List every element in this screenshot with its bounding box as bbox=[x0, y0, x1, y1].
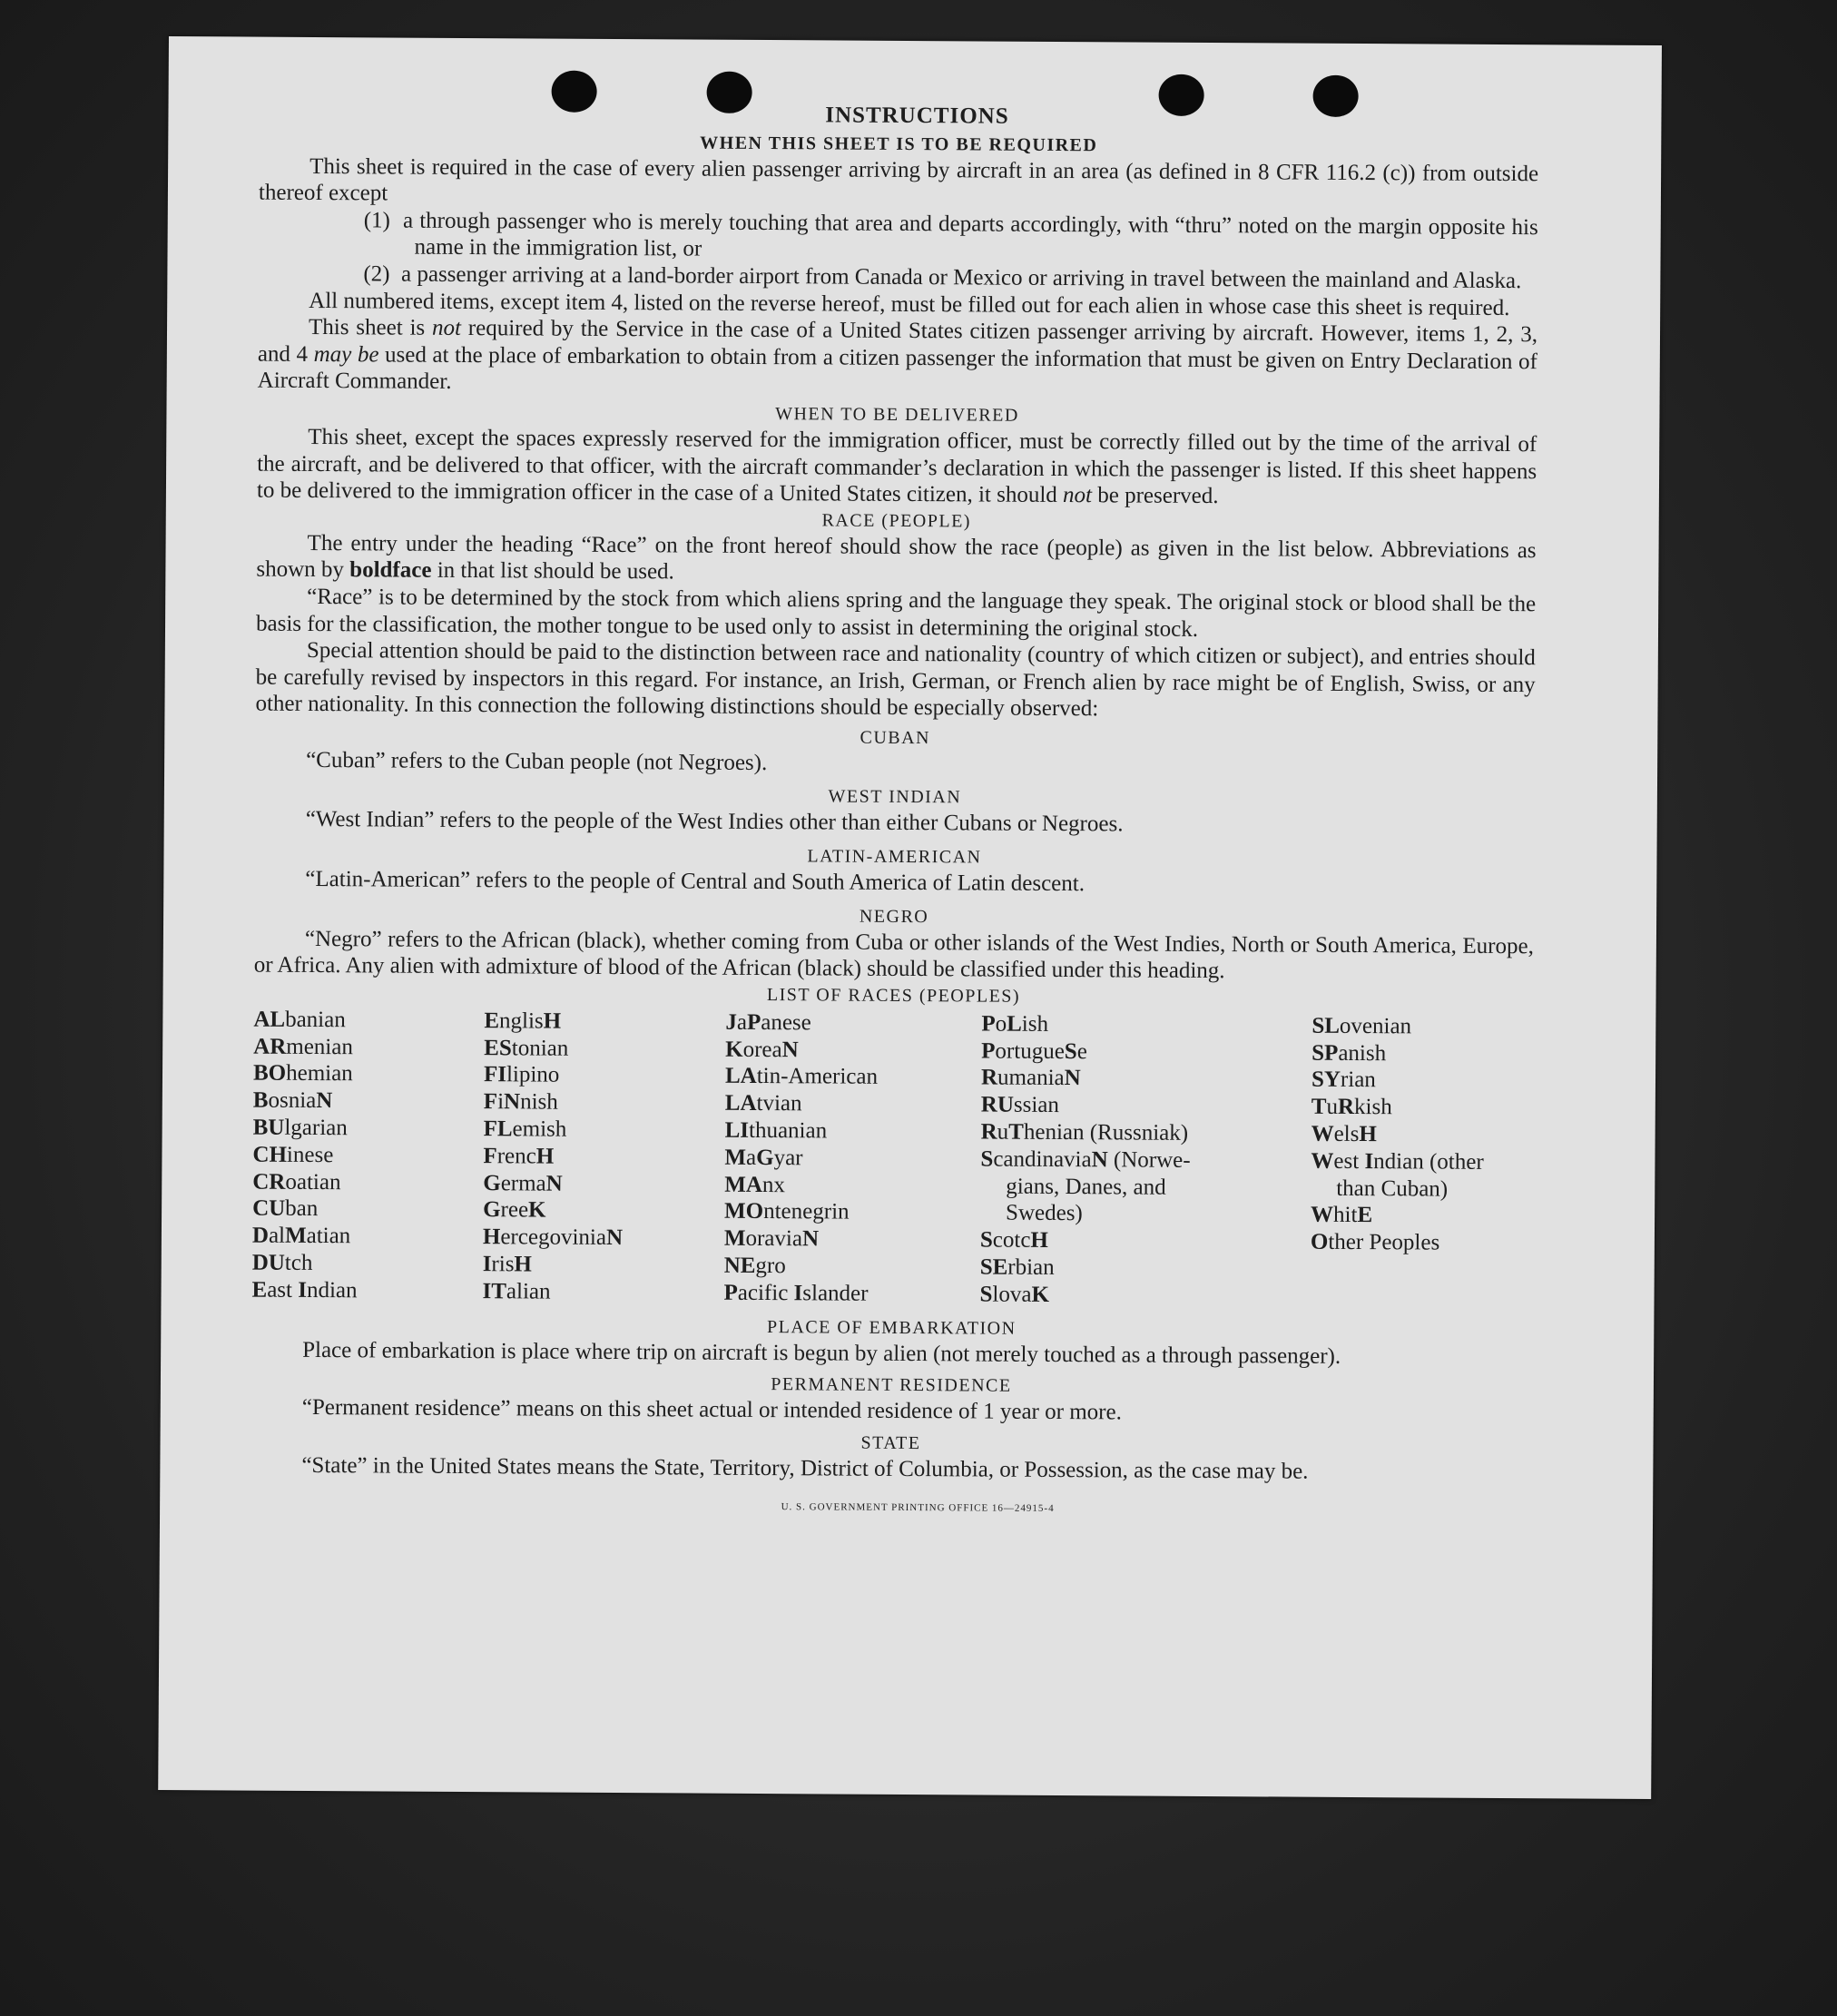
race-entry bbox=[253, 1060, 484, 1088]
race-entry bbox=[252, 1168, 483, 1196]
race-abbreviation: H bbox=[543, 1008, 562, 1034]
race-entry bbox=[252, 1141, 483, 1169]
race-text: nglis bbox=[498, 1008, 544, 1034]
race-column bbox=[251, 1006, 484, 1304]
race-text: al bbox=[268, 1223, 286, 1249]
race-entry bbox=[1311, 1094, 1547, 1122]
race-entry bbox=[484, 1008, 725, 1036]
race-abbreviation: K bbox=[528, 1197, 546, 1223]
race-abbreviation: R bbox=[980, 1065, 998, 1091]
race-text: rbian bbox=[1007, 1254, 1055, 1281]
paragraph bbox=[257, 424, 1537, 512]
race-text: menian bbox=[286, 1034, 353, 1059]
race-abbreviation: N bbox=[545, 1171, 563, 1196]
race-abbreviation: L bbox=[1007, 1011, 1022, 1037]
race-text: ortugue bbox=[995, 1038, 1065, 1064]
race-abbreviation: S bbox=[979, 1282, 993, 1307]
race-entry bbox=[252, 1250, 483, 1278]
race-entry bbox=[724, 1198, 980, 1227]
race-entry bbox=[1311, 1067, 1547, 1095]
race-abbreviation: NE bbox=[723, 1253, 756, 1278]
race-column bbox=[723, 1009, 981, 1308]
race-text: cotc bbox=[992, 1227, 1031, 1254]
item-text: a passenger arriving at a land-border airport from Canada or Mexico or arriving in travel between the mainland and Alaska. bbox=[400, 261, 1522, 294]
paragraph: “Latin-American” refers to the people of Central and South America of Latin descent. bbox=[305, 866, 1086, 897]
race-entry bbox=[981, 1065, 1311, 1094]
race-list bbox=[251, 1006, 1533, 1311]
race-abbreviation: P bbox=[981, 1038, 996, 1064]
race-text: than Cuban) bbox=[1336, 1175, 1449, 1202]
document-sheet bbox=[158, 36, 1662, 1799]
heading-negro: NEGRO bbox=[859, 906, 929, 927]
race-abbreviation: H bbox=[482, 1224, 501, 1250]
race-abbreviation: W bbox=[1311, 1148, 1334, 1174]
race-text: lgarian bbox=[284, 1115, 348, 1141]
race-text: tch bbox=[284, 1250, 313, 1276]
page-title: INSTRUCTIONS bbox=[825, 103, 1009, 129]
race-entry bbox=[1311, 1013, 1547, 1041]
race-text: gro bbox=[755, 1253, 786, 1279]
race-entry bbox=[253, 1087, 484, 1116]
race-text: anish bbox=[1338, 1040, 1387, 1066]
race-abbreviation: RU bbox=[980, 1092, 1015, 1117]
race-text: yar bbox=[773, 1145, 803, 1171]
heading-list-of-races: LIST OF RACES (PEOPLES) bbox=[766, 984, 1021, 1007]
paragraph: “Cuban” refers to the Cuban people (not Negroes). bbox=[306, 747, 768, 775]
race-text: rian bbox=[1340, 1067, 1376, 1093]
race-text: i bbox=[497, 1089, 505, 1115]
race-entry bbox=[1311, 1121, 1547, 1149]
race-text: gians, Danes, and bbox=[1006, 1174, 1166, 1200]
race-abbreviation: BO bbox=[252, 1061, 287, 1087]
race-text: inese bbox=[286, 1142, 334, 1167]
race-entry bbox=[484, 1116, 725, 1144]
race-text: lova bbox=[992, 1282, 1032, 1307]
heading-permanent-residence: PERMANENT RESIDENCE bbox=[771, 1374, 1012, 1396]
paragraph bbox=[256, 529, 1536, 591]
race-entry bbox=[252, 1223, 483, 1251]
race-entry bbox=[483, 1197, 724, 1225]
race-abbreviation: SY bbox=[1311, 1067, 1341, 1093]
heading-embarkation: PLACE OF EMBARKATION bbox=[767, 1316, 1017, 1339]
race-text: els bbox=[1333, 1121, 1360, 1147]
race-entry bbox=[725, 1063, 981, 1092]
race-abbreviation: S bbox=[1064, 1038, 1077, 1064]
race-text: slander bbox=[802, 1281, 869, 1306]
race-entry bbox=[484, 1062, 725, 1090]
race-text: ndian bbox=[306, 1277, 358, 1303]
race-text: candinavia bbox=[993, 1146, 1092, 1173]
race-entry bbox=[723, 1280, 979, 1309]
race-text: a bbox=[736, 1009, 748, 1035]
race-entry bbox=[981, 1119, 1311, 1148]
text-run: in that list should be used. bbox=[431, 558, 674, 585]
italic-text: may be bbox=[313, 341, 379, 368]
race-entry bbox=[1311, 1039, 1547, 1067]
race-abbreviation: N bbox=[1091, 1147, 1108, 1173]
paragraph: “Permanent residence” means on this sheet actual or intended residence of 1 year or more. bbox=[301, 1395, 1122, 1425]
race-abbreviation: W bbox=[1311, 1121, 1334, 1146]
race-text: hit bbox=[1333, 1203, 1358, 1228]
heading-west-indian: WEST INDIAN bbox=[828, 786, 962, 808]
race-abbreviation: CH bbox=[252, 1142, 288, 1167]
printer-imprint: U. S. GOVERNMENT PRINTING OFFICE 16—24915-4 bbox=[781, 1501, 1055, 1515]
race-abbreviation: N bbox=[781, 1037, 799, 1062]
race-entry bbox=[981, 1038, 1311, 1067]
race-abbreviation: T bbox=[1311, 1094, 1327, 1120]
race-abbreviation: FL bbox=[483, 1116, 513, 1142]
item-number: (1) bbox=[363, 208, 391, 233]
race-entry bbox=[483, 1143, 724, 1171]
paragraph: This sheet is required in the case of every alien passenger arriving by aircraft in an area (as defined in 8 CFR 116.2 (c)) from outside thereof except bbox=[258, 153, 1539, 206]
race-text: umania bbox=[997, 1066, 1065, 1091]
race-text: ree bbox=[500, 1197, 529, 1223]
race-text: o bbox=[995, 1011, 1007, 1037]
race-abbreviation: G bbox=[483, 1170, 501, 1195]
heading-when-delivered: WHEN TO BE DELIVERED bbox=[775, 404, 1019, 426]
race-entry bbox=[980, 1200, 1311, 1229]
race-abbreviation: H bbox=[514, 1252, 533, 1277]
race-text: renc bbox=[496, 1144, 536, 1169]
race-text: ban bbox=[285, 1196, 319, 1222]
race-text: est bbox=[1333, 1148, 1365, 1174]
race-abbreviation: J bbox=[725, 1009, 737, 1035]
text-run: required by the Service in the case of a United States citizen passenger arriving by aircraft. However, items 1, 2, 3, and 4 bbox=[257, 316, 1538, 367]
race-text: ndian (other bbox=[1373, 1148, 1484, 1175]
race-abbreviation: CR bbox=[252, 1169, 286, 1195]
race-abbreviation: SP bbox=[1311, 1040, 1339, 1066]
race-abbreviation: E bbox=[484, 1008, 500, 1034]
race-abbreviation: F bbox=[483, 1089, 498, 1115]
race-entry bbox=[981, 1010, 1311, 1039]
race-text: a bbox=[745, 1145, 757, 1170]
race-entry bbox=[979, 1281, 1310, 1310]
race-entry bbox=[253, 1033, 484, 1061]
race-entry bbox=[253, 1006, 484, 1034]
race-abbreviation: P bbox=[981, 1011, 996, 1037]
heading-latin-american: LATIN-AMERICAN bbox=[807, 846, 982, 868]
race-entry bbox=[724, 1145, 980, 1174]
race-text: erma bbox=[500, 1170, 546, 1196]
race-entry bbox=[725, 1009, 981, 1038]
item-text: a through passenger who is merely touching that area and departs accordingly, with “thru” noted on the margin opposite his name in the immigration list, or bbox=[402, 208, 1538, 261]
race-text: u bbox=[1326, 1095, 1339, 1120]
race-abbreviation: O bbox=[1310, 1229, 1329, 1255]
race-text: ish bbox=[1021, 1011, 1049, 1037]
race-abbreviation: CU bbox=[252, 1196, 286, 1222]
race-abbreviation: K bbox=[1031, 1282, 1050, 1307]
race-abbreviation: H bbox=[535, 1144, 555, 1169]
race-abbreviation: P bbox=[746, 1009, 761, 1035]
race-abbreviation: AR bbox=[253, 1034, 287, 1059]
race-abbreviation: B bbox=[252, 1087, 269, 1113]
document-body bbox=[250, 99, 1539, 1527]
race-entry bbox=[252, 1195, 483, 1224]
race-entry bbox=[484, 1035, 725, 1063]
race-abbreviation: N bbox=[605, 1225, 624, 1251]
item-number: (2) bbox=[363, 261, 390, 287]
race-text: tonian bbox=[511, 1035, 569, 1061]
race-abbreviation: M bbox=[724, 1145, 747, 1170]
race-abbreviation: K bbox=[725, 1037, 743, 1062]
race-abbreviation: LA bbox=[724, 1091, 757, 1116]
race-entry bbox=[725, 1036, 981, 1065]
paragraph: All numbered items, except item 4, listed on the reverse hereof, must be filled out for each alien in whose case this sheet is required. bbox=[309, 288, 1510, 320]
italic-text: not bbox=[431, 315, 462, 341]
race-entry bbox=[1311, 1148, 1547, 1176]
race-text: oravia bbox=[745, 1226, 803, 1252]
race-abbreviation: I bbox=[1364, 1148, 1374, 1174]
race-abbreviation: H bbox=[1030, 1228, 1048, 1254]
race-text: lipino bbox=[506, 1062, 560, 1088]
race-text: (Norwe- bbox=[1107, 1147, 1191, 1173]
race-abbreviation: R bbox=[1337, 1095, 1355, 1120]
race-abbreviation: LA bbox=[724, 1064, 757, 1089]
race-abbreviation: G bbox=[756, 1145, 774, 1170]
race-text: tvian bbox=[756, 1091, 802, 1116]
race-abbreviation: MA bbox=[724, 1172, 763, 1197]
race-abbreviation: F bbox=[483, 1143, 497, 1169]
race-abbreviation: M bbox=[723, 1225, 746, 1252]
race-text: kish bbox=[1353, 1095, 1392, 1120]
race-entry bbox=[1311, 1175, 1547, 1203]
bold-text: boldface bbox=[349, 557, 432, 584]
race-text: oatian bbox=[285, 1169, 341, 1195]
race-text: atian bbox=[306, 1224, 351, 1249]
race-text: ntenegrin bbox=[763, 1199, 850, 1225]
race-entry bbox=[980, 1227, 1311, 1256]
race-entry bbox=[980, 1173, 1311, 1202]
race-abbreviation: N bbox=[316, 1088, 333, 1114]
paragraph bbox=[258, 314, 1538, 402]
heading-when-required: WHEN THIS SHEET IS TO BE REQUIRED bbox=[700, 133, 1098, 155]
race-abbreviation: N bbox=[801, 1226, 820, 1252]
race-abbreviation: S bbox=[980, 1146, 994, 1172]
paragraph: “Race” is to be determined by the stock from which aliens spring and the language they speak. The original stock or blood shall be the basis for the classification, the mother tongue to be used only to assist in determining the original stock. bbox=[255, 584, 1537, 642]
text-run: be preserved. bbox=[1091, 483, 1219, 509]
race-abbreviation: W bbox=[1311, 1203, 1334, 1228]
race-abbreviation: H bbox=[1359, 1122, 1377, 1147]
race-abbreviation: G bbox=[483, 1197, 501, 1223]
race-abbreviation: I bbox=[298, 1277, 308, 1303]
race-abbreviation: D bbox=[251, 1223, 270, 1248]
heading-race: RACE (PEOPLE) bbox=[821, 510, 972, 532]
race-abbreviation: P bbox=[723, 1280, 738, 1305]
race-entry bbox=[1311, 1202, 1547, 1230]
race-abbreviation: M bbox=[284, 1224, 307, 1249]
race-text: alian bbox=[506, 1279, 551, 1304]
race-abbreviation: T bbox=[1008, 1119, 1024, 1145]
race-abbreviation: IT bbox=[482, 1278, 507, 1304]
race-abbreviation: I bbox=[793, 1281, 803, 1306]
text-run: This sheet, except the spaces expressly reserved for the immigration officer, must be correctly filled out by the time of the arrival of the aircraft, and be delivered to that officer, with the aircraft commander’s declaration in which the passenger is listed. If this sheet happens to be delivered to the immigration officer in the case of a United States citizen, it should bbox=[256, 424, 1537, 508]
race-abbreviation: I bbox=[482, 1252, 492, 1277]
race-abbreviation: BU bbox=[252, 1115, 285, 1140]
race-text: hemian bbox=[286, 1061, 353, 1087]
race-text: orea bbox=[742, 1037, 782, 1062]
race-entry bbox=[724, 1171, 980, 1200]
race-text: anese bbox=[761, 1009, 811, 1036]
race-text: osnia bbox=[268, 1087, 317, 1114]
race-entry bbox=[981, 1092, 1311, 1121]
race-entry bbox=[253, 1115, 484, 1143]
race-text: ovenian bbox=[1339, 1013, 1412, 1039]
race-abbreviation: SE bbox=[979, 1254, 1008, 1280]
heading-state: STATE bbox=[860, 1432, 921, 1453]
paragraph: “Negro” refers to the African (black), whether coming from Cuba or other islands of the West Indies, North or South America, Europe, or Africa. Any alien with admixture of blood of the African (black) should be classified under this heading. bbox=[253, 926, 1534, 984]
heading-cuban: CUBAN bbox=[860, 727, 931, 749]
race-text: Swedes) bbox=[1006, 1201, 1083, 1226]
race-text: ther Peoples bbox=[1328, 1230, 1440, 1255]
race-text: u bbox=[997, 1119, 1009, 1145]
race-abbreviation: S bbox=[979, 1227, 993, 1253]
list-item bbox=[363, 207, 1537, 268]
race-text: henian (Russniak) bbox=[1023, 1119, 1189, 1146]
race-entry bbox=[484, 1088, 725, 1116]
race-text: e bbox=[1076, 1038, 1087, 1064]
race-entry bbox=[724, 1253, 980, 1282]
race-abbreviation: LI bbox=[724, 1117, 750, 1143]
race-entry bbox=[980, 1146, 1311, 1175]
race-abbreviation: E bbox=[1357, 1203, 1373, 1228]
race-entry bbox=[724, 1225, 980, 1254]
race-abbreviation: R bbox=[980, 1119, 997, 1145]
race-entry bbox=[483, 1170, 724, 1198]
paragraph: “West Indian” refers to the people of the West Indies other than either Cubans or Negroes. bbox=[305, 807, 1124, 837]
race-column bbox=[979, 1010, 1311, 1310]
race-entry bbox=[725, 1090, 981, 1119]
race-text: ssian bbox=[1013, 1092, 1060, 1118]
race-text: acific bbox=[737, 1280, 794, 1306]
text-run: used at the place of embarkation to obtain from a citizen passenger the information that must be given on Entry Declaration of Aircraft Commander. bbox=[257, 342, 1537, 395]
race-entry bbox=[483, 1224, 724, 1252]
race-abbreviation: MO bbox=[724, 1199, 764, 1224]
race-text: ris bbox=[491, 1252, 515, 1277]
race-text: tin-American bbox=[756, 1064, 879, 1090]
text-run: The entry under the heading “Race” on the front hereof should show the race (people) as given in the list below. Abbreviations as shown by bbox=[256, 530, 1537, 583]
race-abbreviation: N bbox=[1064, 1066, 1081, 1091]
race-text: ercegovinia bbox=[500, 1224, 607, 1251]
race-text: emish bbox=[512, 1116, 567, 1142]
race-entry bbox=[483, 1251, 724, 1279]
race-abbreviation: AL bbox=[253, 1007, 286, 1032]
paragraph: “State” in the United States means the State, Territory, District of Columbia, or Possession, as the case may be. bbox=[301, 1452, 1309, 1484]
race-entry bbox=[482, 1278, 723, 1306]
paragraph: Special attention should be paid to the distinction between race and nationality (country of which citizen or subject), and entries should be carefully revised by inspectors in this regard. For instance, an Irish, German, or French alien by race might be of English, Swiss, or any other nationality. In this connection the following distinctions should be especially observed: bbox=[255, 638, 1536, 722]
italic-text: not bbox=[1063, 483, 1093, 508]
race-abbreviation: E bbox=[251, 1277, 268, 1303]
race-text: thuanian bbox=[748, 1117, 828, 1144]
race-entry bbox=[251, 1276, 482, 1304]
race-entry bbox=[980, 1254, 1311, 1283]
race-abbreviation: N bbox=[503, 1089, 521, 1115]
race-text: ast bbox=[267, 1277, 299, 1303]
text-run: This sheet is bbox=[308, 315, 433, 340]
race-text: nx bbox=[761, 1172, 786, 1197]
race-abbreviation: DU bbox=[251, 1250, 285, 1275]
paragraph: Place of embarkation is place where trip on aircraft is begun by alien (not merely touched as a through passenger). bbox=[302, 1337, 1341, 1369]
race-column bbox=[482, 1008, 725, 1306]
race-abbreviation: FI bbox=[483, 1062, 507, 1087]
race-abbreviation: ES bbox=[484, 1035, 512, 1060]
race-text: banian bbox=[285, 1007, 346, 1033]
race-entry bbox=[725, 1117, 981, 1146]
race-abbreviation: SL bbox=[1311, 1013, 1341, 1038]
race-text: nish bbox=[520, 1089, 558, 1115]
race-entry bbox=[1311, 1229, 1547, 1257]
race-column bbox=[1310, 1013, 1547, 1312]
